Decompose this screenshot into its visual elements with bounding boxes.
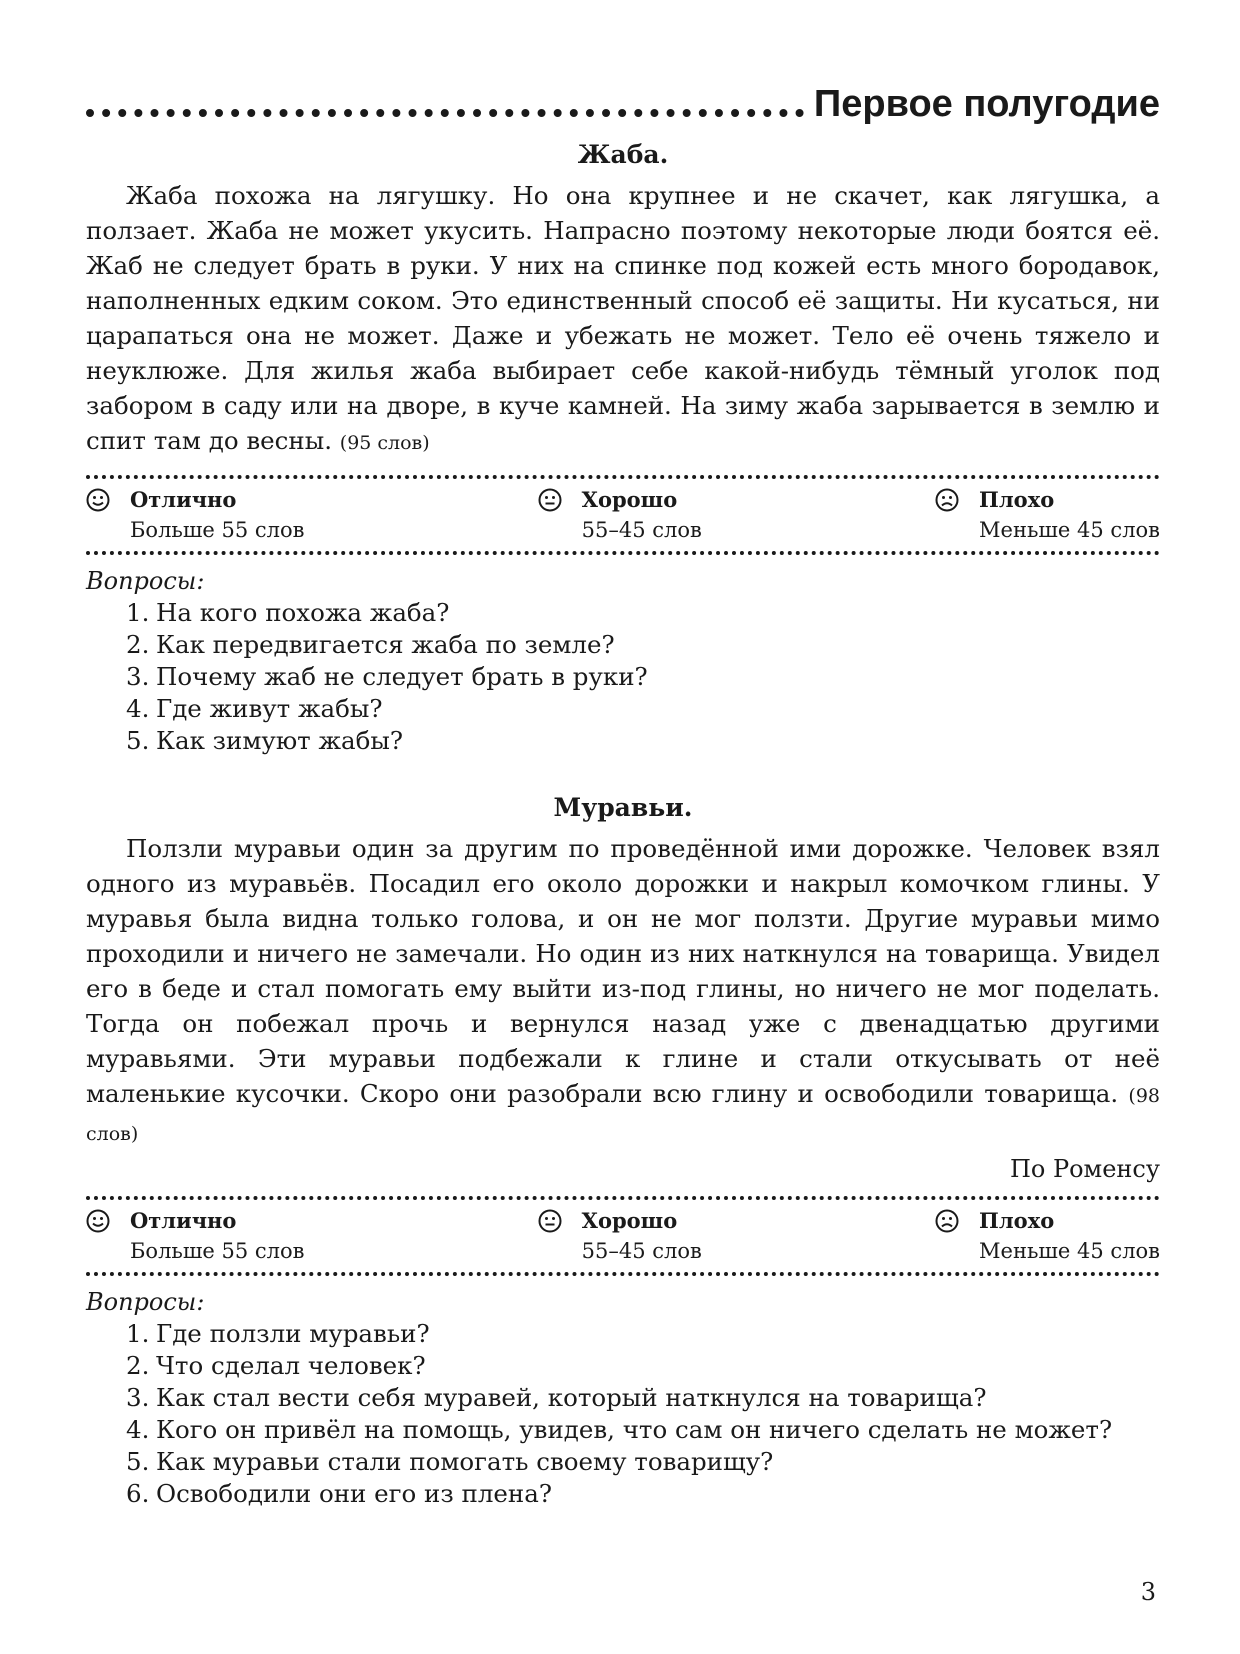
rating-range: Больше 55 слов bbox=[130, 1239, 305, 1263]
rating-label: Плохо bbox=[979, 1208, 1055, 1233]
question-item: 1. На кого похожа жаба? bbox=[126, 598, 450, 627]
rating-bad bbox=[935, 485, 1160, 545]
story-body: Жаба похожа на лягушку. Но она крупнее и не скачет, как лягушка, а ползает. Жаба не может укусить. Напрасно поэтому некоторые люди боятся её. Жаб не следует брать в руки. У них на спинке под кожей есть много бородавок, наполненных едким соком. Это единственный способ её защиты. Ни кусаться, ни царапаться она не может. Даже и убежать не может. Тело её очень тяжело и неуклюже. Для жилья жаба выбирает себе какой-нибудь тёмный уголок под забором в саду или на дворе, в куче камней. На зиму жаба зарывается в землю и спит там до весны. bbox=[86, 181, 1160, 455]
question-item: 6. Освободили они его из плена? bbox=[126, 1479, 552, 1508]
question-item: 5. Как зимуют жабы? bbox=[126, 726, 404, 755]
questions-title: Вопросы: bbox=[86, 1288, 205, 1316]
story-body: Ползли муравьи один за другим по проведённой ими дорожке. Человек взял одного из муравьёв. Посадил его около дорожки и накрыл комочком глины. У муравья была видна только голова, и он не мог ползти. Другие муравьи мимо проходили и ничего не замечали. Но один из них наткнулся на товарища. Увидел его в беде и стал помогать ему выйти из-под глины, но ничего не мог поделать. Тогда он побежал прочь и вернулся назад уже с двенадцатью другими муравьями. Эти муравьи подбежали к глине и стали откусывать от неё маленькие кусочки. Скоро они разобрали всю глину и освободили товарища. bbox=[86, 834, 1160, 1108]
rating-label: Плохо bbox=[979, 487, 1055, 512]
smile-face-icon bbox=[86, 488, 110, 512]
rating-label: Хорошо bbox=[581, 1208, 678, 1233]
section-title: Первое полугодие bbox=[813, 83, 1160, 125]
word-count: (95 слов) bbox=[339, 432, 430, 454]
rating-range: Больше 55 слов bbox=[130, 518, 305, 542]
story-author: По Роменсу bbox=[1009, 1155, 1160, 1183]
question-item: 3. Почему жаб не следует брать в руки? bbox=[126, 662, 648, 691]
questions-title: Вопросы: bbox=[86, 567, 205, 595]
question-item: 4. Где живут жабы? bbox=[126, 694, 383, 723]
story-text-ants bbox=[86, 831, 1160, 1152]
rating-label: Отлично bbox=[130, 1208, 237, 1233]
rating-range: 55–45 слов bbox=[581, 518, 702, 542]
question-item: 3. Как стал вести себя муравей, который наткнулся на товарища? bbox=[126, 1383, 987, 1412]
rating-label: Хорошо bbox=[581, 487, 678, 512]
rating-scale bbox=[86, 1196, 1160, 1276]
page-number: 3 bbox=[1140, 1578, 1156, 1606]
sad-face-icon bbox=[935, 488, 959, 512]
rating-scale bbox=[86, 475, 1160, 555]
rating-excellent bbox=[86, 485, 304, 545]
story-title-ants: Муравьи. bbox=[553, 793, 693, 822]
question-item: 5. Как муравьи стали помогать своему товарищу? bbox=[126, 1447, 774, 1476]
smile-face-icon bbox=[86, 1209, 110, 1233]
page bbox=[86, 78, 1160, 1510]
question-item: 4. Кого он привёл на помощь, увидев, что сам он ничего сделать не может? bbox=[126, 1415, 1113, 1444]
question-item: 2. Что сделал человек? bbox=[126, 1351, 426, 1380]
story-text-toad bbox=[86, 178, 1160, 461]
rating-bad bbox=[935, 1206, 1160, 1266]
rating-range: 55–45 слов bbox=[581, 1239, 702, 1263]
rating-excellent bbox=[86, 1206, 304, 1266]
rating-label: Отлично bbox=[130, 487, 237, 512]
questions-list-toad bbox=[86, 597, 1160, 757]
rating-good bbox=[538, 1206, 702, 1266]
rating-good bbox=[538, 485, 702, 545]
neutral-face-icon bbox=[538, 488, 562, 512]
neutral-face-icon bbox=[538, 1209, 562, 1233]
questions-list-ants bbox=[86, 1318, 1160, 1510]
section-header bbox=[86, 78, 1160, 126]
story-title-toad: Жаба. bbox=[577, 140, 669, 169]
rating-range: Меньше 45 слов bbox=[979, 518, 1160, 542]
sad-face-icon bbox=[935, 1209, 959, 1233]
question-item: 2. Как передвигается жаба по земле? bbox=[126, 630, 615, 659]
header-dotted-leader bbox=[86, 109, 804, 117]
rating-range: Меньше 45 слов bbox=[979, 1239, 1160, 1263]
question-item: 1. Где ползли муравьи? bbox=[126, 1319, 430, 1348]
word-count: (98 слов) bbox=[86, 1085, 1160, 1145]
